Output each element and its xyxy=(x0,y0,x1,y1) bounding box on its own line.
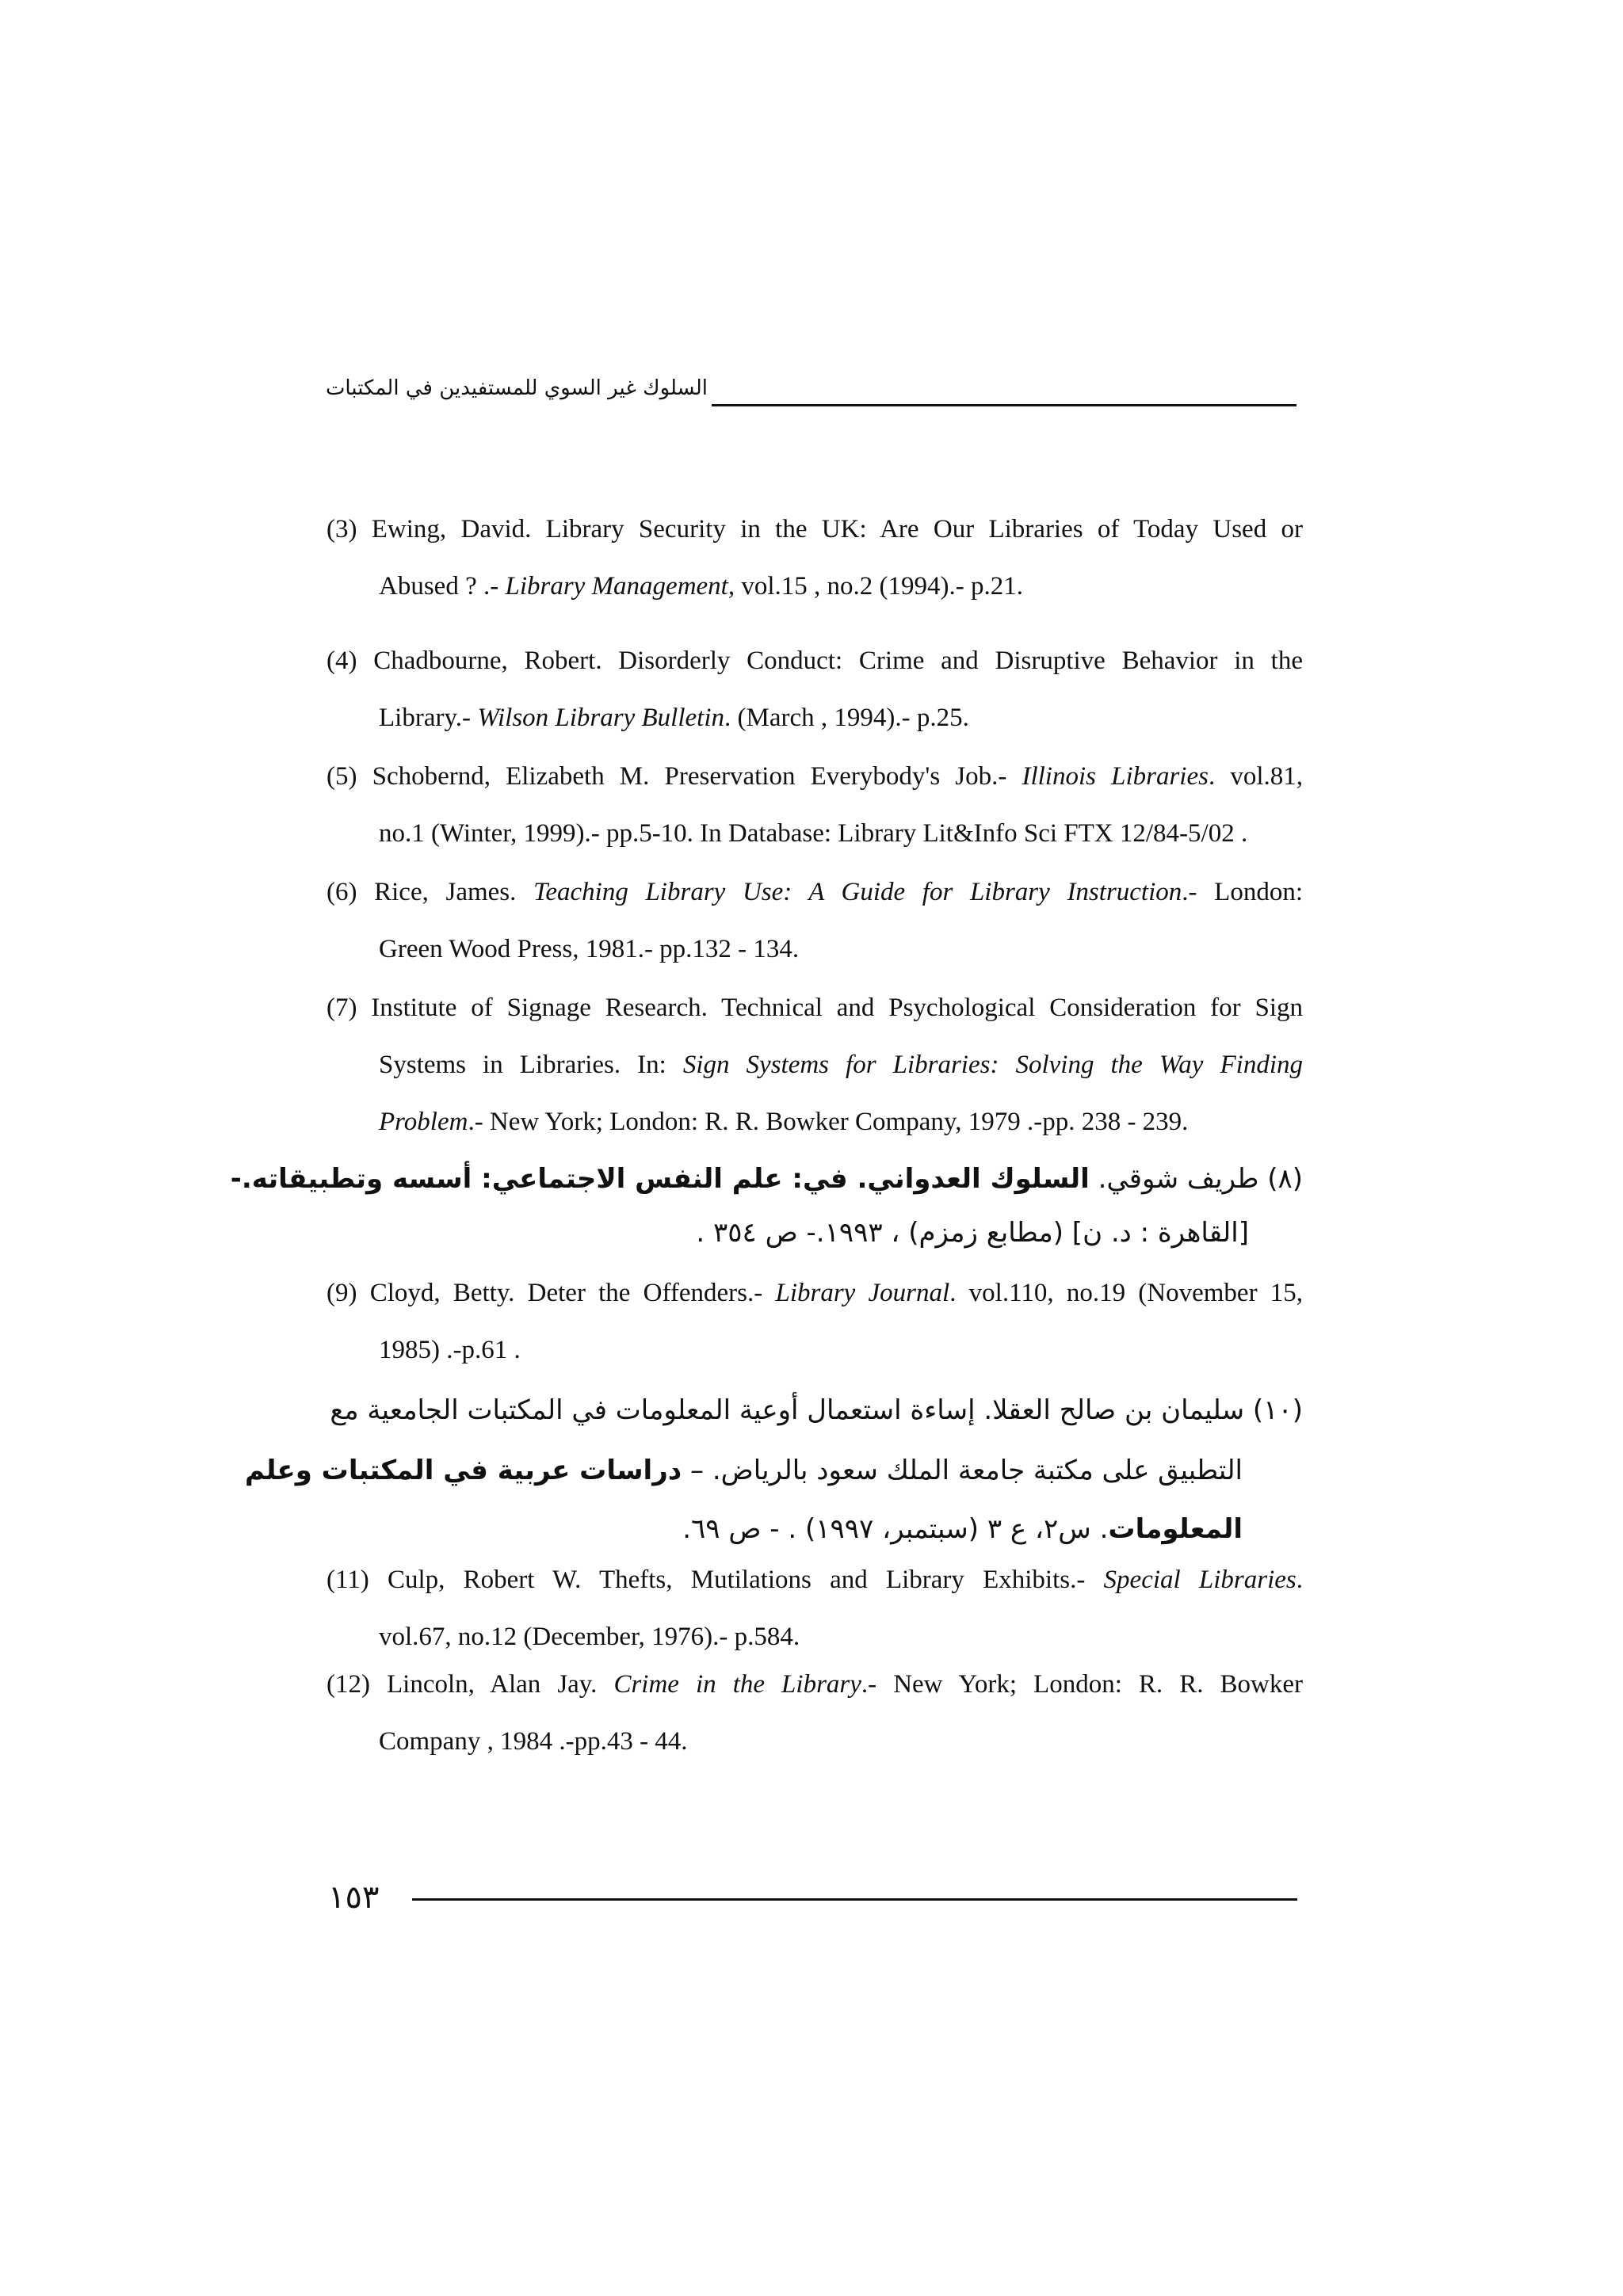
reference-8-title: السلوك العدواني. في: علم النفس الاجتماعي: أسسه وتطبيقاته.- xyxy=(230,1163,1090,1195)
reference-12-text-b: .- New York; London: R. R. Bowker xyxy=(861,1670,1303,1699)
reference-12-line-2: Company , 1984 .-pp.43 - 44. xyxy=(379,1727,688,1756)
reference-6-text-b: .- London: xyxy=(1182,878,1303,906)
reference-8-line-2: [القاهرة : د. ن] (مطابع زمزم) ، ١٩٩٣.- ص ٣٥٤ . xyxy=(696,1217,1249,1249)
reference-5-line-1 xyxy=(327,748,1303,805)
reference-10-journal-end: المعلومات xyxy=(1108,1513,1243,1545)
reference-7-book-title: Sign Systems for Libraries: Solving the Way Finding xyxy=(682,1051,1303,1079)
reference-7 xyxy=(327,979,1303,1150)
reference-3-text-b: , vol.15 , no.2 (1994).- p.21. xyxy=(727,572,1023,601)
reference-9-text-b: . vol.110, no.19 (November 15, xyxy=(949,1279,1303,1307)
reference-6-line-1 xyxy=(327,864,1303,921)
reference-4-line-1: (4) Chadbourne, Robert. Disorderly Conduct: Crime and Disruptive Behavior in the xyxy=(327,646,1303,675)
reference-4 xyxy=(327,632,1303,746)
reference-7-text-a: Systems in Libraries. In: xyxy=(379,1051,683,1079)
reference-3 xyxy=(327,501,1303,615)
reference-6 xyxy=(327,864,1303,978)
reference-9 xyxy=(327,1264,1303,1379)
reference-11-line-1 xyxy=(327,1551,1303,1608)
reference-10-journal: دراسات عربية في المكتبات وعلم xyxy=(244,1455,682,1486)
reference-7-book-title-end: Problem xyxy=(379,1108,468,1136)
reference-6-text-a: (6) Rice, James. xyxy=(327,878,534,906)
reference-9-line-1 xyxy=(327,1264,1303,1322)
reference-3-line-1: (3) Ewing, David. Library Security in the UK: Are Our Libraries of Today Used or xyxy=(327,515,1303,543)
reference-3-text-a: Abused ? .- xyxy=(379,572,506,601)
reference-4-text-a: Library.- xyxy=(379,704,478,732)
running-header: السلوك غير السوي للمستفيدين في المكتبات xyxy=(325,376,708,400)
reference-9-line-2: 1985) .-p.61 . xyxy=(379,1336,521,1364)
reference-11-journal: Special Libraries xyxy=(1103,1566,1296,1594)
reference-9-text-a: (9) Cloyd, Betty. Deter the Offenders.- xyxy=(327,1279,776,1307)
reference-5 xyxy=(327,748,1303,862)
reference-11-text-b: . xyxy=(1296,1566,1303,1594)
reference-6-title: Teaching Library Use: A Guide for Library Instruction xyxy=(533,878,1182,906)
header-rule xyxy=(712,404,1296,406)
page-number: ١٥٣ xyxy=(328,1879,380,1916)
reference-10-text-a: التطبيق على مكتبة جامعة الملك سعود بالرياض. – xyxy=(682,1455,1243,1486)
reference-10-text-b: . س٢، ع ٣ (سبتمبر، ١٩٩٧) . - ص ٦٩. xyxy=(682,1513,1109,1545)
reference-8-author: (٨) طريف شوقي. xyxy=(1089,1163,1303,1195)
reference-7-line-3 xyxy=(327,1093,1303,1150)
footer-rule xyxy=(412,1898,1297,1901)
reference-4-journal: Wilson Library Bulletin xyxy=(477,704,724,732)
reference-11-text-a: (11) Culp, Robert W. Thefts, Mutilations and Library Exhibits.- xyxy=(327,1566,1104,1594)
reference-3-journal: Library Management xyxy=(505,572,728,601)
reference-5-text-b: . vol.81, xyxy=(1208,762,1303,791)
reference-12 xyxy=(327,1656,1303,1770)
reference-10-line-3 xyxy=(682,1501,1243,1558)
reference-5-line-2: no.1 (Winter, 1999).- pp.5-10. In Database: Library Lit&Info Sci FTX 12/84-5/02 . xyxy=(379,819,1248,848)
reference-9-journal: Library Journal xyxy=(775,1279,950,1307)
reference-12-text-a: (12) Lincoln, Alan Jay. xyxy=(327,1670,614,1699)
reference-11-line-2: vol.67, no.12 (December, 1976).- p.584. xyxy=(379,1623,800,1651)
reference-12-line-1 xyxy=(327,1656,1303,1713)
reference-10-line-1: (١٠) سليمان بن صالح العقلا. إساءة استعمال أوعية المعلومات في المكتبات الجامعية مع xyxy=(330,1394,1303,1426)
reference-12-title: Crime in the Library xyxy=(613,1670,861,1699)
reference-5-text-a: (5) Schobernd, Elizabeth M. Preservation Everybody's Job.- xyxy=(327,762,1022,791)
reference-6-line-2: Green Wood Press, 1981.- pp.132 - 134. xyxy=(379,935,800,963)
reference-7-line-2 xyxy=(327,1036,1303,1093)
reference-10-line-2 xyxy=(245,1442,1243,1499)
reference-8-line-1 xyxy=(231,1150,1303,1207)
reference-11 xyxy=(327,1551,1303,1665)
reference-4-text-b: . (March , 1994).- p.25. xyxy=(724,704,969,732)
reference-7-text-b: .- New York; London: R. R. Bowker Company, 1979 .-pp. 238 - 239. xyxy=(468,1108,1189,1136)
reference-7-line-1: (7) Institute of Signage Research. Technical and Psychological Consideration for Sign xyxy=(327,994,1303,1022)
reference-5-journal: Illinois Libraries xyxy=(1022,762,1209,791)
